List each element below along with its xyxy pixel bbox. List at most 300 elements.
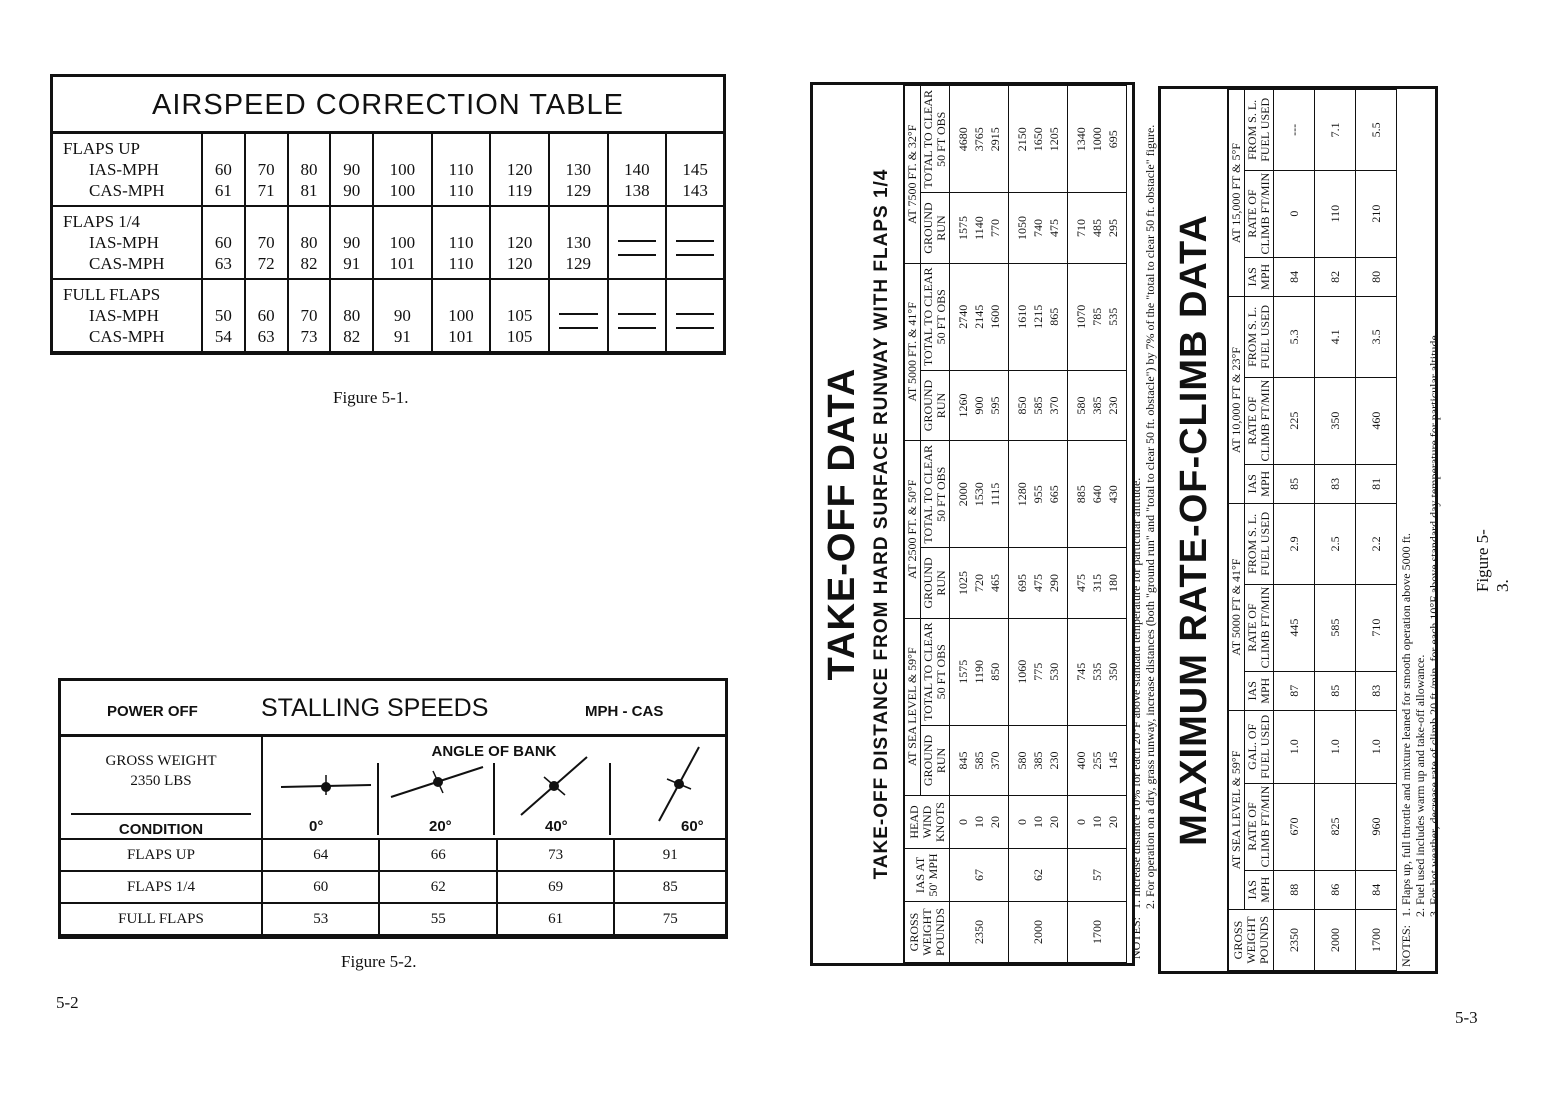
- climb-roc-header: RATE OF CLIMB FT/MIN: [1245, 783, 1274, 870]
- climb-ias-header: IAS MPH: [1245, 464, 1274, 503]
- distance-cell: [1009, 548, 1068, 618]
- distance-value: 295: [1106, 219, 1120, 238]
- climb-value: 225: [1274, 377, 1315, 464]
- climb-value: 2.9: [1274, 504, 1315, 585]
- empty-dash: [559, 327, 598, 347]
- airspeed-group-row: [53, 134, 723, 206]
- distance-value: 865: [1047, 307, 1061, 326]
- airspeed-cell: [245, 134, 288, 206]
- stall-speed: 66: [379, 839, 496, 871]
- distance-value: 180: [1106, 574, 1120, 592]
- gross-weight-header: GROSS WEIGHT POUNDS: [904, 902, 950, 963]
- climb-roc-header: RATE OF CLIMB FT/MIN: [1245, 584, 1274, 671]
- empty-dash: [559, 313, 598, 323]
- rate-of-climb-table: [1158, 86, 1441, 974]
- cas-value: 100: [389, 181, 416, 200]
- ias-value: 110: [448, 160, 474, 179]
- distance-value: 2150: [1015, 127, 1029, 152]
- condition-label: CONDITION: [118, 821, 204, 838]
- climb-altitude-header: AT 5000 FT & 41°F: [1228, 504, 1245, 711]
- cas-value: 63: [214, 254, 232, 273]
- head-wind-value: 20: [1047, 816, 1061, 828]
- head-wind-value: 10: [1031, 816, 1045, 828]
- altitude-header: AT 5000 FT. & 41°F: [904, 263, 921, 440]
- climb-weight: 1700: [1356, 910, 1397, 971]
- cas-value: 54: [214, 327, 232, 346]
- airspeed-table-title: AIRSPEED CORRECTION TABLE: [53, 77, 723, 134]
- empty-dash: [676, 327, 714, 347]
- climb-value: 81: [1356, 464, 1397, 503]
- takeoff-ias: 57: [1068, 849, 1127, 902]
- distance-cell: [950, 193, 1009, 263]
- distance-value: 370: [1047, 396, 1061, 415]
- distance-value: 230: [1047, 751, 1061, 770]
- cas-value: 119: [507, 181, 533, 200]
- total-clear-header: TOTAL TO CLEAR 50 FT OBS: [921, 618, 950, 725]
- climb-value: 85: [1274, 464, 1315, 503]
- climb-weight: 2000: [1315, 910, 1356, 971]
- ias-value: 140: [624, 160, 650, 179]
- empty-dash: [618, 327, 657, 347]
- empty-dash: [618, 254, 657, 274]
- stall-speed: 85: [614, 871, 725, 903]
- cas-value: 82: [300, 254, 318, 273]
- plane-20-deg-icon: [383, 753, 493, 813]
- climb-roc-header: RATE OF CLIMB FT/MIN: [1245, 170, 1274, 257]
- stall-condition: FLAPS UP: [61, 839, 262, 871]
- airspeed-cell: [245, 279, 288, 351]
- takeoff-wind-cell: [1009, 796, 1068, 849]
- stall-speed: 53: [262, 903, 379, 935]
- takeoff-ias: 67: [950, 849, 1009, 902]
- cas-value: 120: [506, 254, 533, 273]
- distance-cell: [1068, 618, 1127, 725]
- climb-row: [1356, 90, 1397, 971]
- figure-5-1-caption: Figure 5-1.: [333, 388, 409, 407]
- cas-value: 101: [389, 254, 416, 273]
- cas-value: 138: [624, 181, 650, 200]
- ias-value: 60: [214, 160, 232, 179]
- climb-note-3: 3. For hot weather, decrease rate of climb 20 ft./min. for each 10°F above standard day temperature for particular altitude.: [1427, 332, 1441, 917]
- distance-cell: [1068, 86, 1127, 194]
- climb-value: 7.1: [1315, 90, 1356, 171]
- airspeed-cell: [490, 134, 549, 206]
- head-wind-value: 10: [972, 816, 986, 828]
- climb-from-sl-header: FROM S. L. FUEL USED: [1245, 297, 1274, 378]
- ias-value: 110: [448, 233, 474, 252]
- flap-setting-name: FLAPS UP: [63, 139, 141, 158]
- stall-row: [61, 871, 725, 903]
- climb-notes-label: NOTES:: [1399, 925, 1413, 967]
- takeoff-row: [950, 86, 1009, 963]
- climb-value: 210: [1356, 170, 1397, 257]
- distance-value: 720: [972, 574, 986, 592]
- airspeed-group-row: [53, 279, 723, 351]
- takeoff-weight: 2000: [1009, 902, 1068, 963]
- climb-value: 110: [1315, 170, 1356, 257]
- cas-label: CAS-MPH: [89, 327, 165, 346]
- airspeed-group-label: [53, 134, 202, 206]
- distance-value: 535: [1106, 307, 1120, 326]
- climb-value: 2.5: [1315, 504, 1356, 585]
- ground-run-header: GROUND RUN: [921, 548, 950, 618]
- distance-value: 1600: [988, 304, 1002, 329]
- climb-value: 83: [1356, 671, 1397, 710]
- distance-value: 1060: [1015, 659, 1029, 684]
- distance-value: 845: [956, 751, 970, 770]
- plane-0-deg-icon: [271, 765, 381, 815]
- ground-run-header: GROUND RUN: [921, 725, 950, 795]
- takeoff-note-1: 1. Increase distance 10% for each 20°F above standard temperature for particular altitude.: [1129, 477, 1143, 909]
- ground-run-header: GROUND RUN: [921, 370, 950, 440]
- climb-altitude-header: AT 15,000 FT & 5°F: [1228, 90, 1245, 297]
- head-wind-value: 0: [1015, 819, 1029, 825]
- climb-altitude-header: AT SEA LEVEL & 59°F: [1228, 711, 1245, 910]
- takeoff-row: [1009, 86, 1068, 963]
- distance-value: 775: [1031, 662, 1045, 681]
- head-wind-value: 20: [1106, 816, 1120, 828]
- climb-value: 350: [1315, 377, 1356, 464]
- altitude-header: AT SEA LEVEL & 59°F: [904, 618, 921, 795]
- distance-value: 1215: [1031, 304, 1045, 329]
- takeoff-ias: 62: [1009, 849, 1068, 902]
- gross-weight-value: 2350 LBS: [130, 773, 192, 789]
- climb-value: 460: [1356, 377, 1397, 464]
- stall-speed: 75: [614, 903, 725, 935]
- distance-value: 430: [1106, 485, 1120, 504]
- airspeed-cell: [288, 134, 331, 206]
- climb-value: 4.1: [1315, 297, 1356, 378]
- distance-value: 850: [988, 662, 1002, 681]
- airspeed-cell: [288, 206, 331, 279]
- total-clear-header: TOTAL TO CLEAR 50 FT OBS: [921, 441, 950, 548]
- climb-value: 84: [1356, 870, 1397, 909]
- distance-value: 475: [1047, 219, 1061, 238]
- cas-value: 143: [682, 181, 708, 200]
- airspeed-cell: [373, 279, 432, 351]
- distance-value: 955: [1031, 485, 1045, 504]
- ias-value: 105: [506, 306, 533, 325]
- climb-value: 5.3: [1274, 297, 1315, 378]
- cas-value: 91: [393, 327, 411, 346]
- cas-label: CAS-MPH: [89, 254, 165, 273]
- climb-weight: 2350: [1274, 910, 1315, 971]
- distance-cell: [950, 263, 1009, 370]
- distance-value: 740: [1031, 219, 1045, 238]
- climb-value: 825: [1315, 783, 1356, 870]
- distance-value: 1610: [1015, 304, 1029, 329]
- ias-label: IAS-MPH: [89, 233, 159, 252]
- distance-cell: [1068, 263, 1127, 370]
- climb-value: 1.0: [1274, 711, 1315, 784]
- distance-value: 4680: [956, 127, 970, 152]
- page-number-left: 5-2: [56, 993, 79, 1012]
- distance-value: 1190: [972, 659, 986, 684]
- cas-value: 110: [448, 181, 474, 200]
- distance-value: 850: [1015, 396, 1029, 415]
- empty-dash: [618, 240, 657, 250]
- cas-value: 72: [257, 254, 275, 273]
- distance-value: 290: [1047, 574, 1061, 592]
- distance-cell: [1068, 725, 1127, 795]
- airspeed-cell: [549, 134, 608, 206]
- distance-value: 475: [1031, 574, 1045, 592]
- distance-value: 585: [972, 751, 986, 770]
- distance-value: 315: [1090, 574, 1104, 592]
- climb-value: ---: [1274, 90, 1315, 171]
- distance-cell: [1068, 441, 1127, 548]
- distance-value: 2740: [956, 304, 970, 329]
- climb-value: 86: [1315, 870, 1356, 909]
- cas-value: 81: [300, 181, 318, 200]
- airspeed-cell: [608, 279, 667, 351]
- angle-0: 0°: [309, 818, 324, 835]
- stall-speed: 69: [497, 871, 614, 903]
- climb-value: 445: [1274, 584, 1315, 671]
- climb-row: [1274, 90, 1315, 971]
- airspeed-group-label: [53, 279, 202, 351]
- angle-60: 60°: [681, 818, 704, 835]
- ias-value: 70: [257, 160, 275, 179]
- distance-value: 400: [1074, 751, 1088, 770]
- angle-20: 20°: [429, 818, 452, 835]
- airspeed-cell: [666, 134, 723, 206]
- stalling-speeds-table: [58, 678, 728, 939]
- airspeed-cell: [330, 206, 373, 279]
- airspeed-cell: [608, 134, 667, 206]
- distance-value: 640: [1090, 485, 1104, 504]
- distance-value: 900: [972, 396, 986, 415]
- total-clear-header: TOTAL TO CLEAR 50 FT OBS: [921, 86, 950, 194]
- distance-cell: [950, 86, 1009, 194]
- cas-value: 82: [343, 327, 361, 346]
- stall-speed: 62: [379, 871, 496, 903]
- cas-value: 129: [565, 181, 591, 200]
- stall-speed: 64: [262, 839, 379, 871]
- distance-value: 385: [1090, 396, 1104, 415]
- distance-value: 530: [1047, 662, 1061, 681]
- airspeed-cell: [288, 279, 331, 351]
- takeoff-grid: [903, 85, 1127, 963]
- ias-value: 60: [214, 233, 232, 252]
- distance-value: 2915: [988, 127, 1002, 152]
- distance-value: 370: [988, 751, 1002, 770]
- takeoff-title: TAKE-OFF DATA: [821, 367, 863, 681]
- climb-value: 85: [1315, 671, 1356, 710]
- ias-header: IAS AT 50' MPH: [904, 849, 950, 902]
- distance-value: 1205: [1047, 127, 1061, 152]
- climb-value: 1.0: [1356, 711, 1397, 784]
- distance-value: 785: [1090, 307, 1104, 326]
- cas-value: 90: [343, 181, 361, 200]
- climb-altitude-header: AT 10,000 FT & 23°F: [1228, 297, 1245, 504]
- airspeed-cell: [245, 206, 288, 279]
- distance-value: 485: [1090, 219, 1104, 238]
- climb-value: 2.2: [1356, 504, 1397, 585]
- distance-value: 385: [1031, 751, 1045, 770]
- ground-run-header: GROUND RUN: [921, 193, 950, 263]
- gross-weight-label: GROSS WEIGHT: [105, 753, 217, 769]
- climb-value: 3.5: [1356, 297, 1397, 378]
- airspeed-cell: [549, 206, 608, 279]
- ias-value: 50: [214, 306, 232, 325]
- figure-5-2-caption: Figure 5-2.: [341, 952, 417, 971]
- ias-value: 60: [257, 306, 275, 325]
- distance-value: 585: [1031, 396, 1045, 415]
- stall-row: [61, 839, 725, 871]
- distance-value: 580: [1074, 396, 1088, 415]
- climb-from-sl-header: FROM S. L. FUEL USED: [1245, 504, 1274, 585]
- cas-value: 61: [214, 181, 232, 200]
- climb-gal-header: GAL. OF FUEL USED: [1245, 711, 1274, 784]
- climb-notes: [1397, 89, 1443, 971]
- airspeed-cell: [202, 134, 245, 206]
- ias-label: IAS-MPH: [89, 160, 159, 179]
- distance-value: 230: [1106, 396, 1120, 415]
- distance-cell: [950, 441, 1009, 548]
- ias-value: 70: [300, 306, 318, 325]
- distance-value: 695: [1015, 574, 1029, 592]
- altitude-header: AT 7500 FT. & 32°F: [904, 86, 921, 264]
- distance-cell: [1068, 193, 1127, 263]
- altitude-header: AT 2500 FT. & 50°F: [904, 441, 921, 618]
- empty-dash: [676, 254, 714, 274]
- climb-roc-header: RATE OF CLIMB FT/MIN: [1245, 377, 1274, 464]
- distance-value: 475: [1074, 574, 1088, 592]
- airspeed-cell: [432, 134, 491, 206]
- climb-value: 960: [1356, 783, 1397, 870]
- climb-title: MAXIMUM RATE-OF-CLIMB DATA: [1173, 214, 1215, 846]
- distance-value: 1260: [956, 393, 970, 418]
- ias-value: 80: [343, 306, 361, 325]
- climb-value: 585: [1315, 584, 1356, 671]
- climb-value: 80: [1356, 257, 1397, 296]
- total-clear-header: TOTAL TO CLEAR 50 FT OBS: [921, 263, 950, 370]
- distance-cell: [1009, 86, 1068, 194]
- airspeed-group-label: [53, 206, 202, 279]
- distance-value: 1575: [956, 216, 970, 241]
- empty-dash: [618, 313, 657, 323]
- airspeed-cell: [666, 206, 723, 279]
- distance-cell: [950, 618, 1009, 725]
- distance-value: 1575: [956, 659, 970, 684]
- climb-value: 87: [1274, 671, 1315, 710]
- ias-value: 90: [343, 160, 361, 179]
- ias-value: 70: [257, 233, 275, 252]
- climb-grid: [1227, 89, 1397, 971]
- airspeed-cell: [330, 134, 373, 206]
- flap-setting-name: FLAPS 1/4: [63, 212, 140, 231]
- page-number-right: 5-3: [1455, 1008, 1478, 1027]
- airspeed-group-row: [53, 206, 723, 279]
- power-off-label: POWER OFF: [107, 703, 198, 720]
- climb-row: [1315, 90, 1356, 971]
- distance-value: 255: [1090, 751, 1104, 770]
- takeoff-wind-cell: [1068, 796, 1127, 849]
- climb-value: 0: [1274, 170, 1315, 257]
- cas-label: CAS-MPH: [89, 181, 165, 200]
- takeoff-data-table: [810, 82, 1157, 966]
- distance-value: 1280: [1015, 482, 1029, 507]
- ias-value: 80: [300, 233, 318, 252]
- ias-value: 80: [300, 160, 318, 179]
- distance-cell: [1009, 725, 1068, 795]
- stalling-speeds-title: STALLING SPEEDS: [261, 694, 489, 722]
- climb-value: 1.0: [1315, 711, 1356, 784]
- cas-value: 63: [257, 327, 275, 346]
- climb-ias-header: IAS MPH: [1245, 257, 1274, 296]
- airspeed-cell: [432, 206, 491, 279]
- distance-value: 2145: [972, 304, 986, 329]
- distance-value: 1000: [1090, 127, 1104, 152]
- climb-from-sl-header: FROM S. L. FUEL USED: [1245, 90, 1274, 171]
- distance-cell: [1009, 263, 1068, 370]
- distance-value: 3765: [972, 127, 986, 152]
- cas-value: 101: [448, 327, 474, 346]
- ias-value: 130: [565, 160, 591, 179]
- ias-value: 145: [682, 160, 708, 179]
- stall-row: [61, 903, 725, 935]
- airspeed-cell: [666, 279, 723, 351]
- distance-value: 1025: [956, 571, 970, 595]
- distance-value: 695: [1106, 130, 1120, 149]
- climb-note-1: 1. Flaps up, full throttle and mixture leaned for smooth operation above 5000 ft.: [1399, 533, 1413, 917]
- distance-value: 145: [1106, 751, 1120, 770]
- ias-value: 90: [393, 306, 411, 325]
- distance-value: 1115: [988, 482, 1002, 506]
- distance-value: 745: [1074, 662, 1088, 681]
- stall-speed: 55: [379, 903, 496, 935]
- head-wind-header: HEAD WIND KNOTS: [904, 796, 950, 849]
- stalling-speeds-grid: [61, 737, 725, 936]
- cas-value: 110: [448, 254, 474, 273]
- flap-setting-name: FULL FLAPS: [63, 285, 161, 304]
- climb-value: 84: [1274, 257, 1315, 296]
- angle-40: 40°: [545, 818, 568, 835]
- distance-value: 535: [1090, 662, 1104, 681]
- plane-40-deg-icon: [499, 749, 609, 819]
- distance-value: 885: [1074, 485, 1088, 504]
- cas-value: 105: [506, 327, 533, 346]
- airspeed-cell: [202, 279, 245, 351]
- takeoff-weight: 1700: [1068, 902, 1127, 963]
- climb-gross-weight-header: GROSS WEIGHT POUNDS: [1228, 910, 1274, 971]
- cas-value: 71: [257, 181, 275, 200]
- climb-note-2: 2. Fuel used includes warm up and take-off allowance.: [1413, 654, 1427, 917]
- climb-value: 83: [1315, 464, 1356, 503]
- ias-value: 120: [506, 160, 533, 179]
- takeoff-wind-cell: [950, 796, 1009, 849]
- distance-value: 2000: [956, 482, 970, 507]
- distance-value: 350: [1106, 662, 1120, 681]
- empty-dash: [676, 240, 714, 250]
- cas-value: 73: [300, 327, 318, 346]
- climb-value: 670: [1274, 783, 1315, 870]
- ias-value: 100: [389, 160, 416, 179]
- stall-condition: FULL FLAPS: [61, 903, 262, 935]
- airspeed-correction-table: [50, 74, 726, 355]
- airspeed-cell: [608, 206, 667, 279]
- ias-value: 120: [506, 233, 533, 252]
- distance-value: 1340: [1074, 127, 1088, 152]
- climb-value: 5.5: [1356, 90, 1397, 171]
- airspeed-cell: [432, 279, 491, 351]
- distance-value: 1070: [1074, 304, 1088, 329]
- empty-dash: [676, 313, 714, 323]
- climb-value: 710: [1356, 584, 1397, 671]
- airspeed-cell: [549, 279, 608, 351]
- ias-value: 130: [565, 233, 591, 252]
